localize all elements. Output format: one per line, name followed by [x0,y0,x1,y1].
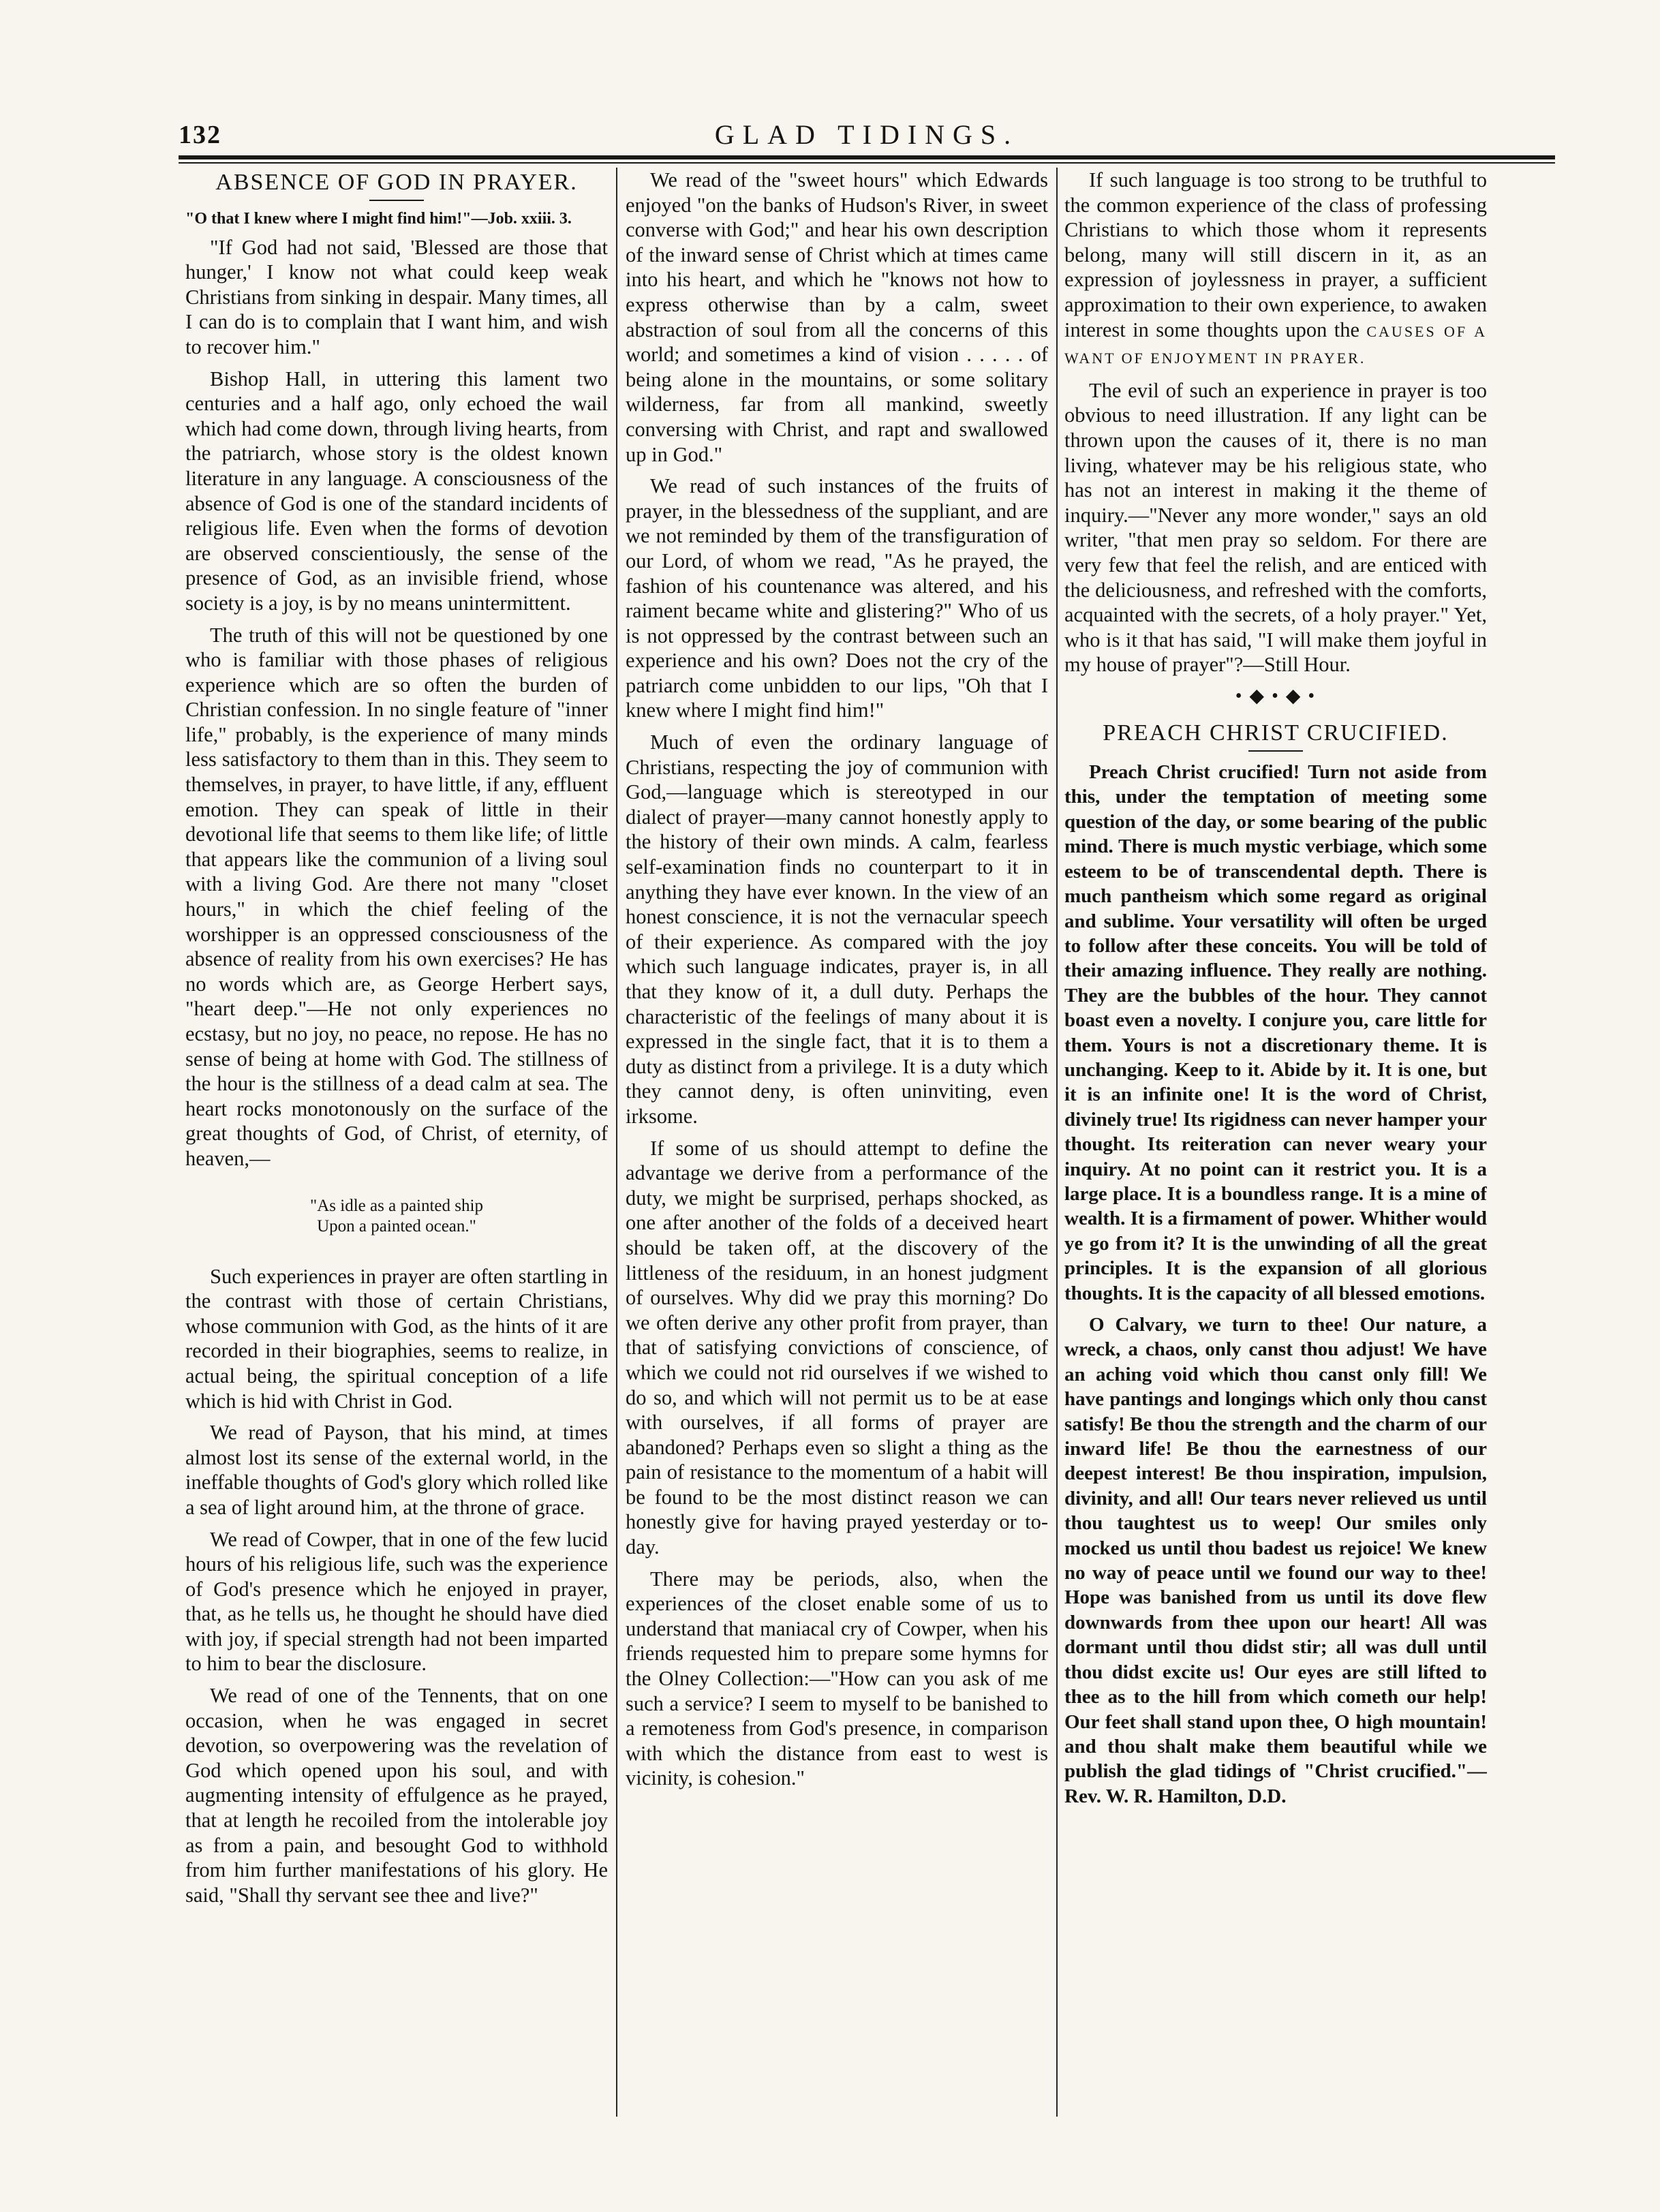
title-rule [1248,750,1303,752]
paragraph: "If God had not said, 'Blessed are those that hunger,' I know not what could keep weak Christians from sinking in despair. Many times, all I can do is to complain that I want him, and wish to recover him." [185,235,608,358]
header-rule-thin [179,162,1555,164]
paragraph-text: If such language is too strong to be truthful to the common experience of the class of professing Christians to which those whom it represents belong, many will still discern in it, as an expression of joylessness in prayer, a sufficient approximation to their own experience, to awaken interest in some thoughts upon the [1064,168,1487,341]
title-rule [369,200,424,201]
paragraph: We read of one of the Tennents, that on one occasion, when he was engaged in secret devotion, so overpowering was the revelation of God which opened upon his soul, and with augmenting intensity of effulgence as he prayed, that at length he recoiled from the intolerable joy as from a pain, and besought God to withhold from him further manifestations of his glory. He said, "Shall thy servant see thee and live?" [185,1684,608,1907]
paragraph: Such experiences in prayer are often startling in the contrast with those of certain Christians, whose communion with God, as the hints of it are recorded in their biographies, seems to realize, in actual being, the spiritual conception of a life which is hid with Christ in God. [185,1264,608,1413]
column-1 [185,168,608,2117]
column-3 [1064,168,1487,2117]
small-caps-heading: CAUSES OF A WANT OF ENJOYMENT IN PRAYER. [1064,322,1487,367]
header-rule-thick [179,155,1555,159]
paragraph: The truth of this will not be questioned by one who is familiar with those phases of religious experience which are so often the burden of Christian confession. In no single feature of "inner life," probably, is the experience of many minds less satisfactory to them than in this. They seem to themselves, in prayer, to have little, if any, effluent emotion. They can speak of little in their devotional life that seems to them like life; of little that appears like the communion of a living soul with a living God. Are there not many "closet hours," in which the chief feeling of the worshipper is an oppressed consciousness of the absence of reality from his own exercises? He has no words which are, as George Herbert says, "heart deep."—He not only experiences no ecstasy, but no joy, no peace, no repose. He has no sense of being at home with God. The stillness of the hour is the stillness of a dead calm at sea. The heart rocks monotonously on the surface of the great thoughts of God, of Christ, of eternity, of heaven,— [185,623,608,1170]
article-title-absence: ABSENCE OF GOD IN PRAYER. [215,170,578,195]
paragraph [1064,168,1487,371]
paragraph: Much of even the ordinary language of Christians, respecting the joy of communion with God,—language which is stereotyped in our dialect of prayer—many cannot honestly apply to the history of their own minds. A calm, fearless self-examination finds no counterpart to it in anything they have ever known. In the view of an honest conscience, it is not the vernacular speech of their experience. As compared with the joy which such language indicates, prayer is, in all that they know of it, a dull duty. Perhaps the characteristic of the feelings of many about it is expressed in the single fact, that it is to them a duty as distinct from a privilege. It is a duty which they cannot deny, is often uninviting, even irksome. [626,731,1048,1128]
paragraph: We read of Payson, that his mind, at times almost lost its sense of the external world, in the ineffable thoughts of God's glory which rolled like a sea of light around him, at the throne of grace. [185,1421,608,1519]
section-ornament: • ◆ • ◆ • [1235,685,1317,707]
paragraph: There may be periods, also, when the experiences of the closet enable some of us to understand that maniacal cry of Cowper, when his friends requested him to prepare some hymns for the Olney Collection:—"How can you ask of me such a service? I seem to myself to be banished to a remoteness from God's presence, in comparison with which the distance from east to west is vicinity, is cohesion." [626,1567,1048,1790]
article-title-preach: PREACH CHRIST CRUCIFIED. [1103,720,1449,746]
column-divider-1 [616,168,617,2117]
verse-line: "As idle as a painted ship [310,1196,483,1215]
paragraph: We read of such instances of the fruits of prayer, in the blessedness of the suppliant, and are we not reminded by them of the transfiguration of our Lord, of whom we read, "As he prayed, the fashion of his countenance was altered, and his raiment became white and glistering?" Who of us is not oppressed by the contrast between such an experience and his own? Does not the cry of the patriarch come unbidden to our lips, "Oh that I knew where I might find him!" [626,474,1048,722]
paragraph: We read of Cowper, that in one of the few lucid hours of his religious life, such was the experience of God's presence which he enjoyed in prayer, that, as he tells us, he thought he should have died with joy, if special strength had not been imparted to him to bear the disclosure. [185,1527,608,1676]
column-2 [626,168,1048,2117]
article-preach-body [1064,760,1487,1809]
paragraph: If some of us should attempt to define the advantage we derive from a performance of the duty, we might be surprised, perhaps shocked, as one after another of the folds of a deceived heart should be taken off, at the discovery of the littleness of the residuum, in an honest judgment of ourselves. Why did we pray this morning? Do we often derive any other profit from prayer, than that of satisfying convictions of conscience, of which we could not rid ourselves if we wished to do so, and which will not permit us to be at ease with ourselves, if all forms of prayer are abandoned? Perhaps even so slight a thing as the pain of resistance to the momentum of a habit will be found to be the most distinct reason we can honestly give for having prayed yesterday or to-day. [626,1136,1048,1559]
column-divider-2 [1056,168,1058,2117]
running-title: GLAD TIDINGS. [714,119,1019,150]
page-number: 132 [179,121,221,149]
verse-quote [185,1196,608,1237]
paragraph: Preach Christ crucified! Turn not aside from this, under the temptation of meeting some question of the day, or some bearing of the public mind. There is much mystic verbiage, which some esteem to be of transcendental depth. There is much pantheism which some regard as original and sublime. Your versatility will often be urged to follow after these conceits. You will be told of their amazing influence. They really are nothing. They are the bubbles of the hour. They cannot boast even a novelty. I conjure you, care little for them. Yours is not a discretionary theme. It is unchanging. Keep to it. Abide by it. It is one, but it is an infinite one! It is the word of Christ, divinely true! Its rigidness can never hamper your thought. Its reiteration can never weary your inquiry. At no point can it restrict you. It is a large place. It is a boundless range. It is a mine of wealth. It is a firmament of power. Whither would ye go from it? It is the unwinding of all the great principles. It is the expansion of all glorious thoughts. It is the capacity of all blessed emotions. [1064,761,1487,1304]
paragraph: We read of the "sweet hours" which Edwards enjoyed "on the banks of Hudson's River, in sweet converse with God;" and hear his own description of the inward sense of Christ which at times came into his heart, and which he "knows not how to express otherwise than by a calm, sweet abstraction of soul from all the concerns of this world; and sometimes a kind of vision . . . . . of being alone in the mountains, or some solitary wilderness, far from all mankind, sweetly conversing with Christ, and rapt and swallowed up in God." [626,168,1048,466]
paragraph: O Calvary, we turn to thee! Our nature, a wreck, a chaos, only canst thou adjust! We have an aching void which thou canst only fill! We have pantings and longings which only thou canst satisfy! Be thou the strength and the charm of our inward life! Be thou the earnestness of our deepest interest! Be thou inspiration, impulsion, divinity, and all! Our tears never relieved us until thou taughtest us to weep! Our smiles only mocked us until thou badest us rejoice! We knew no way of peace until we found our way to thee! Hope was banished from us until its dove flew downwards from thee upon our heart! All was dormant until thou didst stir; all was dull until thou didst excite us! Our eyes are still lifted to thee as to the hill from which cometh our help! Our feet shall stand upon thee, O high mountain! and thou shalt make them beautiful while we publish the glad tidings of "Christ crucified."—Rev. W. R. Hamilton, D.D. [1064,1314,1487,1807]
paragraph: Bishop Hall, in uttering this lament two centuries and a half ago, only echoed the wail which had come down, through living hearts, from the patriarch, whose story is the oldest known literature in any language. A consciousness of the absence of God is one of the standard incidents of religious life. Even when the forms of devotion are observed conscientiously, the sense of the presence of God, as an invisible friend, whose society is a joy, is by no means unintermittent. [185,367,608,615]
verse-line: Upon a painted ocean." [317,1216,476,1235]
paragraph: The evil of such an experience in prayer is too obvious to need illustration. If any light can be thrown upon the causes of it, there is no man living, whatever may be his religious state, who has not an interest in making it the theme of inquiry.—"Never any more wonder," says an old writer, "that men pray so seldom. For there are very few that feel the relish, and are enticed with the deliciousness, and refreshed with the comforts, acquainted with the secrets, of a holy prayer." Yet, who is it that has said, "I will make them joyful in my house of prayer"?—Still Hour. [1064,378,1487,677]
epigraph: "O that I knew where I might find him!"—Job. xxiii. 3. [185,209,572,228]
